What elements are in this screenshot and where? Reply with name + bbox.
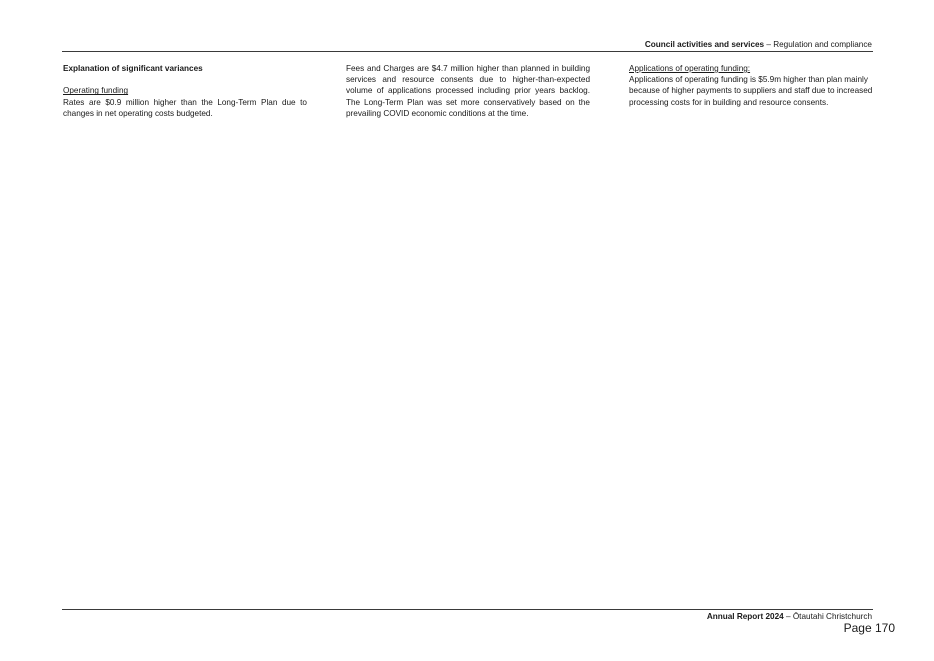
header-subsection: Regulation and compliance [773, 40, 872, 49]
applications-paragraph: Applications of operating funding is $5.9m higher than plan mainly because of higher payments to suppliers and staff due to increased processing costs for in building and resource consents. [629, 75, 873, 107]
footer-place: Ōtautahi Christchurch [792, 612, 872, 621]
header-separator: – [764, 40, 774, 49]
footer-separator: – [783, 612, 793, 621]
operating-funding-subheading: Operating funding [63, 86, 129, 96]
header-section: Council activities and services [644, 40, 765, 49]
running-header [0, 40, 872, 50]
rates-paragraph: Rates are $0.9 million higher than the Long-Term Plan due to changes in net operating costs budgeted. [63, 97, 307, 118]
column-3 [629, 63, 873, 108]
fees-paragraph: Fees and Charges are $4.7 million higher than planned in building services and resource consents due to higher-than-expected volume of applications processed including prior years backlog. The Long-Term Plan was set more conservatively based on the prevailing COVID economic conditions at the time. [346, 64, 590, 118]
column-1 [63, 63, 307, 119]
footer-rule [62, 609, 873, 610]
page-number: Page 170 [843, 621, 895, 635]
header-rule [62, 51, 873, 52]
applications-subheading: Applications of operating funding: [629, 64, 751, 73]
footer-report: Annual Report 2024 [706, 612, 784, 621]
column-2 [346, 63, 590, 119]
section-heading: Explanation of significant variances [63, 64, 203, 73]
